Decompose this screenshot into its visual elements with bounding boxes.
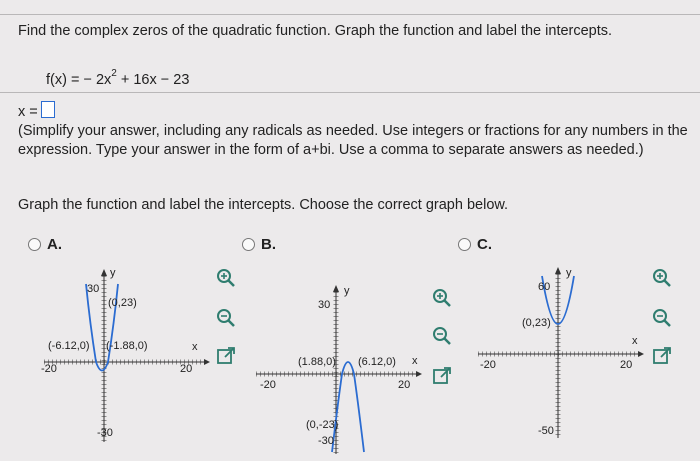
graph-a-left-intercept: (-6.12,0) <box>48 340 90 352</box>
graph-a-x-right: 20 <box>180 363 193 375</box>
zoom-out-icon[interactable] <box>216 308 236 328</box>
zoom-in-icon[interactable] <box>432 288 452 308</box>
graph-a-y-arrow <box>101 269 107 276</box>
graph-a-y-label: y <box>110 267 116 279</box>
graph-c-x-left: -20 <box>480 359 496 371</box>
graph-b-y-intercept: (0,-23) <box>306 419 339 431</box>
graph-b-y-arrow <box>333 285 339 292</box>
graph-a-x-left: -20 <box>41 363 57 375</box>
graph-c-y-intercept: (0,23) <box>522 317 551 329</box>
option-c-label: C. <box>477 236 492 253</box>
open-graph-icon[interactable] <box>432 366 452 386</box>
open-graph-icon[interactable] <box>216 346 236 366</box>
top-divider <box>0 14 700 15</box>
option-a[interactable] <box>28 236 62 253</box>
graph-b <box>252 282 422 458</box>
question-text: Find the complex zeros of the quadratic function. Graph the function and label the intercepts. <box>18 23 613 39</box>
zoom-in-icon[interactable] <box>652 268 672 288</box>
instructions-text: (Simplify your answer, including any radicals as needed. Use integers or fractions for any numbers in the expression. Type your answer in the form of a+bi. Use a comma to separate answers as needed.) <box>18 123 688 158</box>
zoom-out-icon[interactable] <box>652 308 672 328</box>
option-c-radio[interactable] <box>458 238 471 251</box>
graph-b-x-arrow <box>416 371 422 377</box>
graph-c-y-label: y <box>566 267 572 279</box>
graph-b-x-label: x <box>412 355 418 367</box>
graph-prompt: Graph the function and label the intercepts. Choose the correct graph below. <box>18 197 509 213</box>
zoom-out-icon[interactable] <box>432 326 452 346</box>
open-graph-icon[interactable] <box>652 346 672 366</box>
graph-c-x-right: 20 <box>620 359 633 371</box>
graph-c <box>474 264 644 442</box>
option-b[interactable] <box>242 236 276 253</box>
graph-b-right-intercept: (6.12,0) <box>358 356 396 368</box>
graph-b-left-intercept: (1.88,0) <box>298 356 336 368</box>
option-b-radio[interactable] <box>242 238 255 251</box>
graph-c-x-arrow <box>638 351 644 357</box>
graph-a-y-intercept: (0,23) <box>108 297 137 309</box>
graph-a-x-label: x <box>192 341 198 353</box>
answer-label: x = <box>18 104 38 120</box>
graph-c-y-arrow <box>555 267 561 274</box>
graph-b-x-left: -20 <box>260 379 276 391</box>
graph-a-y-top: 30 <box>87 283 100 295</box>
graph-c-y-top: 60 <box>538 281 551 293</box>
graph-b-y-label: y <box>344 285 350 297</box>
graph-b-x-right: 20 <box>398 379 411 391</box>
question-divider <box>0 92 700 93</box>
graph-c-y-bottom: -50 <box>538 425 554 437</box>
graph-b-y-top: 30 <box>318 299 331 311</box>
option-a-radio[interactable] <box>28 238 41 251</box>
option-a-label: A. <box>47 236 62 253</box>
graph-a-x-arrow <box>204 359 210 365</box>
graph-c-x-label: x <box>632 335 638 347</box>
option-b-label: B. <box>261 236 276 253</box>
answer-input[interactable] <box>41 101 55 118</box>
graph-b-y-bottom: -30 <box>318 435 334 447</box>
function-formula: f(x) = − $2x^2 + 16x - 23$ <box>46 68 190 88</box>
zoom-in-icon[interactable] <box>216 268 236 288</box>
graph-a-y-bottom: -30 <box>97 427 113 439</box>
graph-a <box>40 264 210 444</box>
option-c[interactable] <box>458 236 492 253</box>
graph-a-right-intercept: (-1.88,0) <box>106 340 148 352</box>
